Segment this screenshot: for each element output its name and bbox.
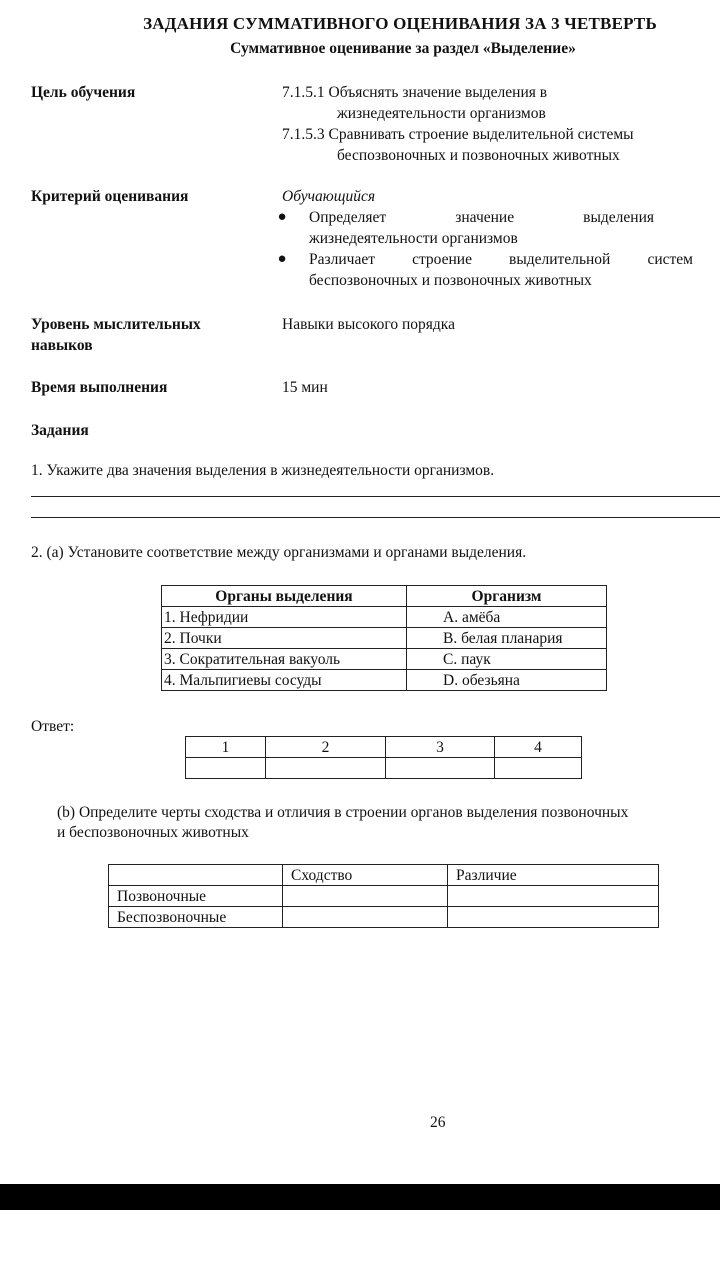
answer-table (185, 736, 582, 779)
page-number: 26 (430, 1114, 446, 1131)
organ-cell: 4. Мальпигиевы сосуды (162, 670, 407, 691)
answer-header: 3 (386, 737, 495, 758)
comparison-header-difference: Различие (448, 865, 659, 886)
comparison-header-similarity: Сходство (283, 865, 448, 886)
criterion-b1-word: выделения (583, 209, 654, 226)
similarity-cell[interactable] (283, 907, 448, 928)
criterion-b1-word: Определяет (309, 209, 387, 226)
answer-cell-3[interactable] (386, 758, 495, 779)
organism-cell: С. паук (407, 649, 607, 670)
matching-table (161, 585, 607, 691)
bullet-icon: ● (277, 209, 287, 225)
level-label (31, 314, 201, 356)
document-title: ЗАДАНИЯ СУММАТИВНОГО ОЦЕНИВАНИЯ ЗА 3 ЧЕТВЕРТЬ (143, 14, 657, 33)
question-1: 1. Укажите два значения выделения в жизнедеятельности организмов. (31, 462, 495, 479)
row-label-invertebrates: Беспозвоночные (109, 907, 283, 928)
question-2b-line2: и беспозвоночных животных (57, 824, 249, 841)
level-label-line2: навыков (31, 337, 93, 354)
table-row (162, 670, 607, 691)
goal-label: Цель обучения (31, 84, 136, 101)
goal-item-1: 7.1.5.1 Объяснять значение выделения в (282, 84, 548, 101)
criterion-b1-word: значение (455, 209, 515, 226)
screen-bottom-bar (0, 1184, 720, 1210)
answer-line-1 (31, 496, 720, 497)
criterion-b2-word: Различает (309, 251, 375, 268)
tasks-heading: Задания (31, 422, 89, 439)
table-row (109, 886, 659, 907)
difference-cell[interactable] (448, 907, 659, 928)
bullet-icon: ● (277, 251, 287, 267)
answer-header: 1 (186, 737, 266, 758)
criterion-label: Критерий оценивания (31, 188, 189, 205)
criterion-bullet-1 (255, 207, 693, 249)
organism-cell: В. белая планария (407, 628, 607, 649)
criterion-b1-line2: жизнедеятельности организмов (309, 230, 518, 247)
organ-cell: 2. Почки (162, 628, 407, 649)
goal-item-2: 7.1.5.3 Сравнивать строение выделительной системы (282, 126, 634, 143)
criterion-b2-word: систем (647, 251, 693, 268)
goal-item-1-cont: жизнедеятельности организмов (337, 105, 546, 122)
organism-cell: D. обезьяна (407, 670, 607, 691)
organ-cell: 3. Сократительная вакуоль (162, 649, 407, 670)
answer-header: 4 (495, 737, 582, 758)
comparison-header-empty (109, 865, 283, 886)
question-2a: 2. (а) Установите соответствие между организмами и органами выделения. (31, 544, 527, 561)
comparison-table (108, 864, 659, 928)
row-label-vertebrates: Позвоночные (109, 886, 283, 907)
table-row (162, 628, 607, 649)
criterion-values (277, 186, 693, 291)
time-value: 15 мин (282, 379, 328, 396)
criterion-bullet-2 (255, 249, 693, 291)
answer-header: 2 (266, 737, 386, 758)
table-row (109, 907, 659, 928)
criterion-b2-line2: беспозвоночных и позвоночных животных (309, 272, 592, 289)
table-row (162, 607, 607, 628)
answer-cell-4[interactable] (495, 758, 582, 779)
matching-header-organs: Органы выделения (162, 586, 407, 607)
level-value: Навыки высокого порядка (282, 316, 455, 333)
criterion-intro: Обучающийся (282, 188, 376, 205)
criterion-b2-word: выделительной (509, 251, 611, 268)
question-2b-line1: (b) Определите черты сходства и отличия в строении органов выделения позвоночных (57, 804, 629, 821)
goal-item-2-cont: беспозвоночных и позвоночных животных (337, 147, 620, 164)
answer-label: Ответ: (31, 718, 75, 735)
answer-input-row (186, 758, 582, 779)
answer-line-2 (31, 517, 720, 518)
time-label: Время выполнения (31, 379, 168, 396)
criterion-b2-word: строение (412, 251, 472, 268)
level-label-line1: Уровень мыслительных (31, 316, 201, 333)
goal-values (282, 82, 634, 166)
table-row (162, 649, 607, 670)
answer-cell-2[interactable] (266, 758, 386, 779)
organism-cell: А. амёба (407, 607, 607, 628)
question-2b (57, 803, 628, 843)
difference-cell[interactable] (448, 886, 659, 907)
organ-cell: 1. Нефридии (162, 607, 407, 628)
document-subtitle: Суммативное оценивание за раздел «Выделение» (230, 40, 576, 57)
matching-header-organism: Организм (407, 586, 607, 607)
answer-cell-1[interactable] (186, 758, 266, 779)
similarity-cell[interactable] (283, 886, 448, 907)
